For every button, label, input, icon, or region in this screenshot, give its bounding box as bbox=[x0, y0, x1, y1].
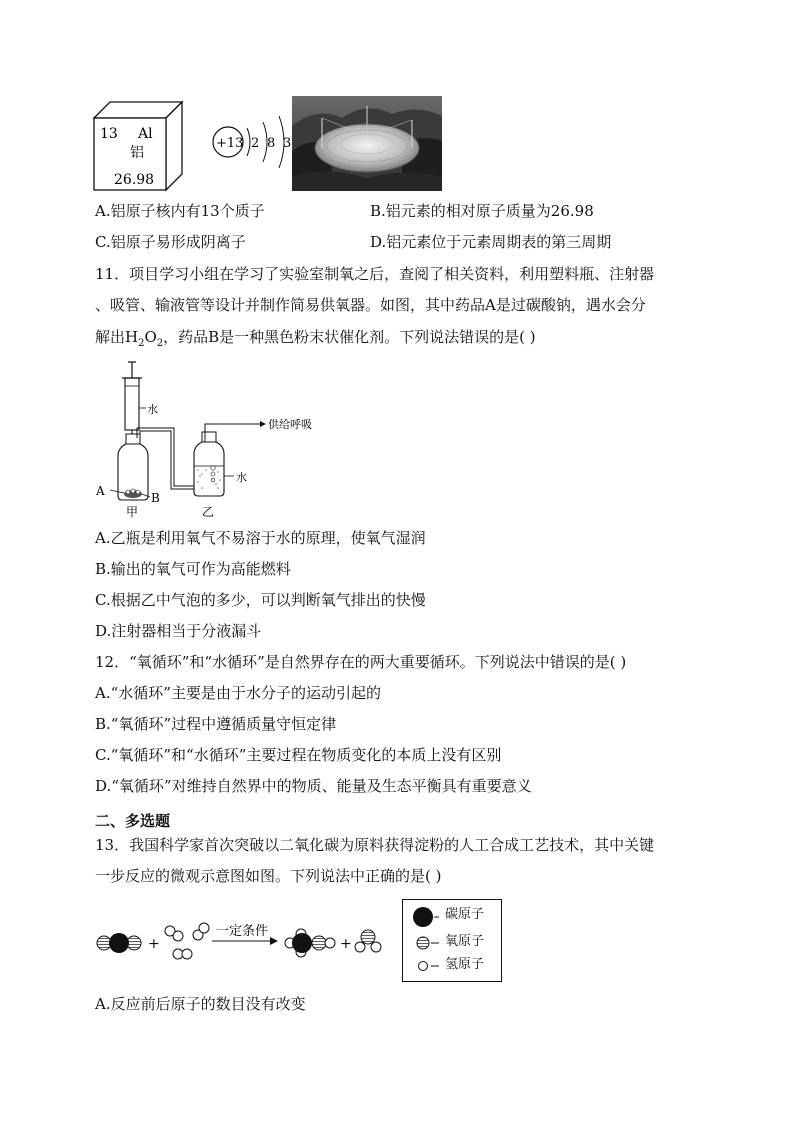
q12-option-b: B.“氧循环”过程中遵循质量守恒定律 bbox=[95, 715, 337, 733]
q13-option-a: A.反应前后原子的数目没有改变 bbox=[95, 995, 306, 1013]
q13-stem-line2: 一步反应的微观示意图如图。下列说法中正确的是( ) bbox=[95, 867, 442, 885]
legend-symbols bbox=[409, 906, 439, 978]
reaction-micro-diagram bbox=[92, 895, 402, 985]
label-supply-breathing: 供给呼吸 bbox=[268, 418, 312, 431]
q11-stem-line2: 、吸管、输液管等设计并制作简易供氧器。如图，其中药品A是过碳酸钠，遇水会分 bbox=[95, 296, 646, 314]
q11-option-a: A.乙瓶是利用氧气不易溶于水的原理，使氧气湿润 bbox=[95, 529, 426, 547]
h2-molecules bbox=[165, 923, 209, 959]
q10-option-c: C.铝原子易形成阴离子 bbox=[95, 233, 246, 251]
label-reagent-a: A bbox=[96, 484, 105, 498]
q12-option-d: D.“氧循环”对维持自然界中的物质、能量及生态平衡具有重要意义 bbox=[95, 777, 532, 795]
radio-telescope-photo bbox=[292, 96, 442, 191]
q13-stem-line1: 13．我国科学家首次突破以二氧化碳为原料获得淀粉的人工合成工艺技术，其中关键 bbox=[95, 836, 655, 854]
nucleus-charge: +13 bbox=[216, 136, 244, 151]
q11-option-d: D.注射器相当于分液漏斗 bbox=[95, 622, 262, 640]
label-bottle-yi: 乙 bbox=[202, 505, 215, 518]
element-name: 铝 bbox=[130, 145, 144, 161]
oxygen-supplier-apparatus bbox=[92, 356, 322, 518]
q11-stem-line1: 11．项目学习小组在学习了实验室制氧之后，查阅了相关资料，利用塑料瓶、注射器 bbox=[95, 265, 655, 283]
label-reagent-b: B bbox=[151, 491, 160, 505]
atomic-number: 13 bbox=[100, 126, 118, 142]
q10-option-a: A.铝原子核内有13个质子 bbox=[95, 202, 265, 220]
shell-2-electrons: 8 bbox=[267, 136, 276, 151]
label-water-syringe: 水 bbox=[147, 403, 158, 416]
atom-legend bbox=[402, 899, 502, 982]
plus-sign-1: + bbox=[148, 936, 160, 952]
legend-carbon-label: 碳原子 bbox=[445, 907, 485, 922]
atomic-mass: 26.98 bbox=[114, 172, 155, 188]
q12-stem: 12．“氧循环”和“水循环”是自然界存在的两大重要循环。下列说法中错误的是( ) bbox=[95, 653, 627, 671]
legend-oxygen-label: 氧原子 bbox=[445, 934, 485, 949]
water-molecule bbox=[355, 930, 381, 952]
label-bottle-jia: 甲 bbox=[126, 505, 139, 518]
section-title-multi-choice: 二、多选题 bbox=[95, 812, 171, 830]
legend-hydrogen-label: 氢原子 bbox=[445, 957, 485, 972]
label-water-bottle-yi: 水 bbox=[236, 471, 247, 484]
element-box-figure bbox=[90, 96, 190, 192]
q12-option-c: C.“氧循环”和“水循环”主要过程在物质变化的本质上没有区别 bbox=[95, 746, 502, 764]
q11-stem-line3: 解出$H_2O_2$，药品B是一种黑色粉末状催化剂。下列说法错误的是( ) bbox=[95, 328, 536, 349]
shell-3-electrons: 3 bbox=[283, 136, 292, 151]
element-symbol: Al bbox=[138, 126, 153, 142]
co2-molecule bbox=[97, 933, 141, 953]
q10-option-b: B.铝元素的相对原子质量为26.98 bbox=[370, 202, 594, 220]
q11-option-b: B.输出的氧气可作为高能燃料 bbox=[95, 560, 291, 578]
q10-option-d: D.铝元素位于元素周期表的第三周期 bbox=[370, 233, 612, 251]
atom-structure-diagram bbox=[210, 112, 295, 172]
shell-1-electrons: 2 bbox=[251, 136, 260, 151]
methanol-molecule bbox=[285, 929, 335, 957]
reaction-condition: 一定条件 bbox=[216, 924, 269, 939]
q12-option-a: A.“水循环”主要是由于水分子的运动引起的 bbox=[95, 684, 381, 702]
plus-sign-2: + bbox=[340, 936, 352, 952]
q11-option-c: C.根据乙中气泡的多少，可以判断氧气排出的快慢 bbox=[95, 591, 426, 609]
